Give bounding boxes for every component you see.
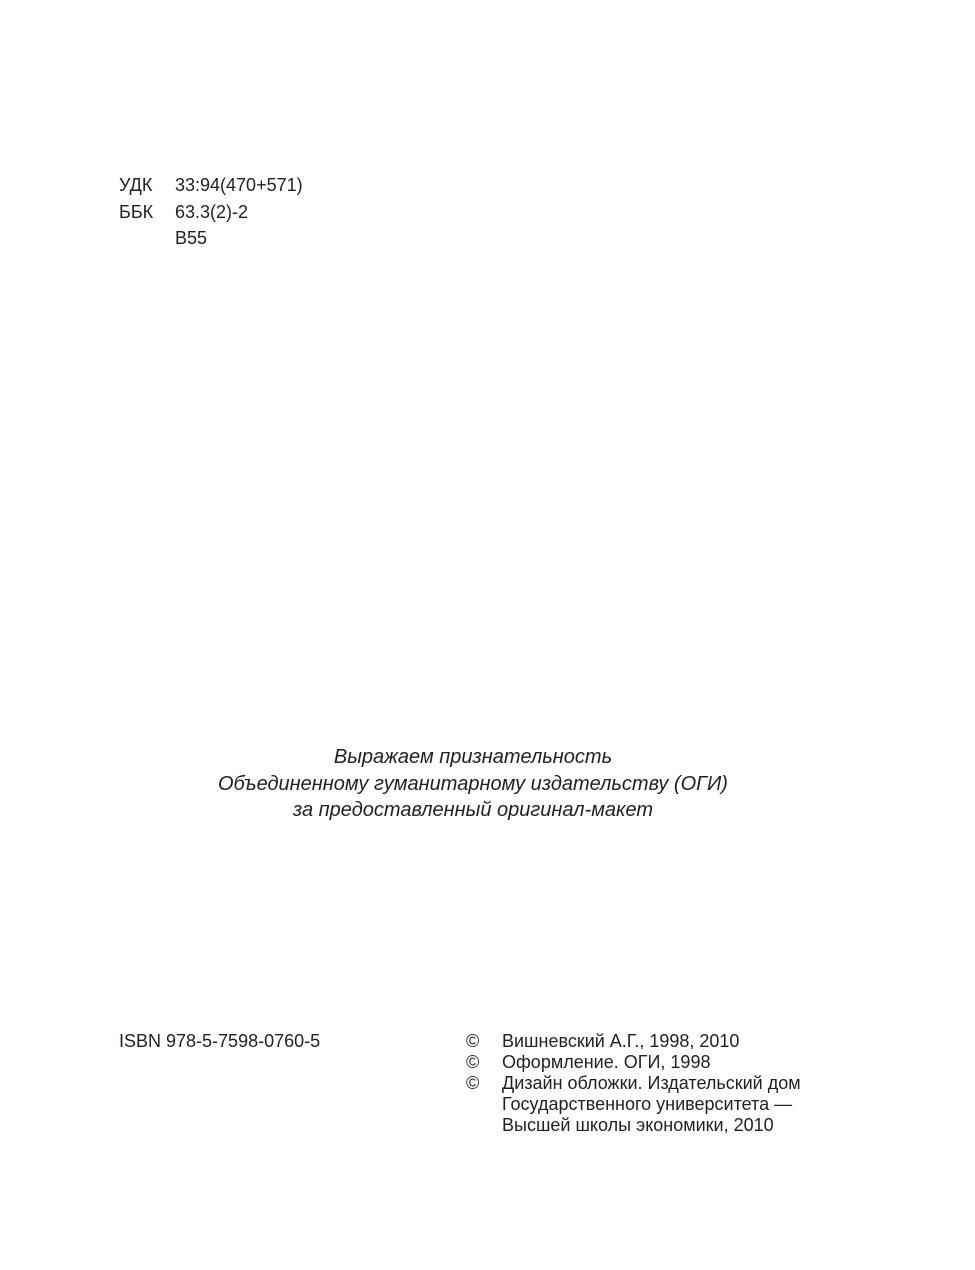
classification-block [119, 172, 303, 252]
acknowledgement [0, 744, 946, 824]
copyright-text: Государственного университета — [502, 1094, 793, 1114]
udk-row [119, 172, 303, 199]
copyright-text: Высшей школы экономики, 2010 [502, 1115, 774, 1135]
copyright-symbol: © [466, 1052, 480, 1072]
udk-label: УДК [119, 175, 153, 195]
bbk-label: ББК [119, 201, 154, 222]
acknowledgement-line: Выражаем признательность [333, 746, 613, 768]
bbk-row [119, 199, 303, 226]
copyright-text: Оформление. ОГИ, 1998 [502, 1052, 711, 1072]
copyright-item [466, 1031, 902, 1052]
copyright-symbol: © [466, 1031, 480, 1051]
author-mark-row [119, 225, 303, 252]
acknowledgement-line: за предоставленный оригинал-макет [292, 799, 654, 821]
copyright-item [466, 1052, 902, 1073]
bbk-value: 63.3(2)-2 [175, 201, 249, 222]
acknowledgement-line: Объединенному гуманитарному издательству (ОГИ) [218, 772, 728, 795]
udk-value: 33:94(470+571) [175, 175, 303, 195]
copyright-symbol: © [466, 1073, 480, 1093]
copyright-item [466, 1073, 902, 1136]
copyright-text: Дизайн обложки. Издательский дом [502, 1073, 801, 1093]
author-mark: В55 [175, 228, 208, 248]
copyright-text: Вишневский А.Г., 1998, 2010 [502, 1031, 740, 1051]
copyright-list [466, 1031, 902, 1136]
isbn: ISBN 978-5-7598-0760-5 [119, 1031, 321, 1051]
